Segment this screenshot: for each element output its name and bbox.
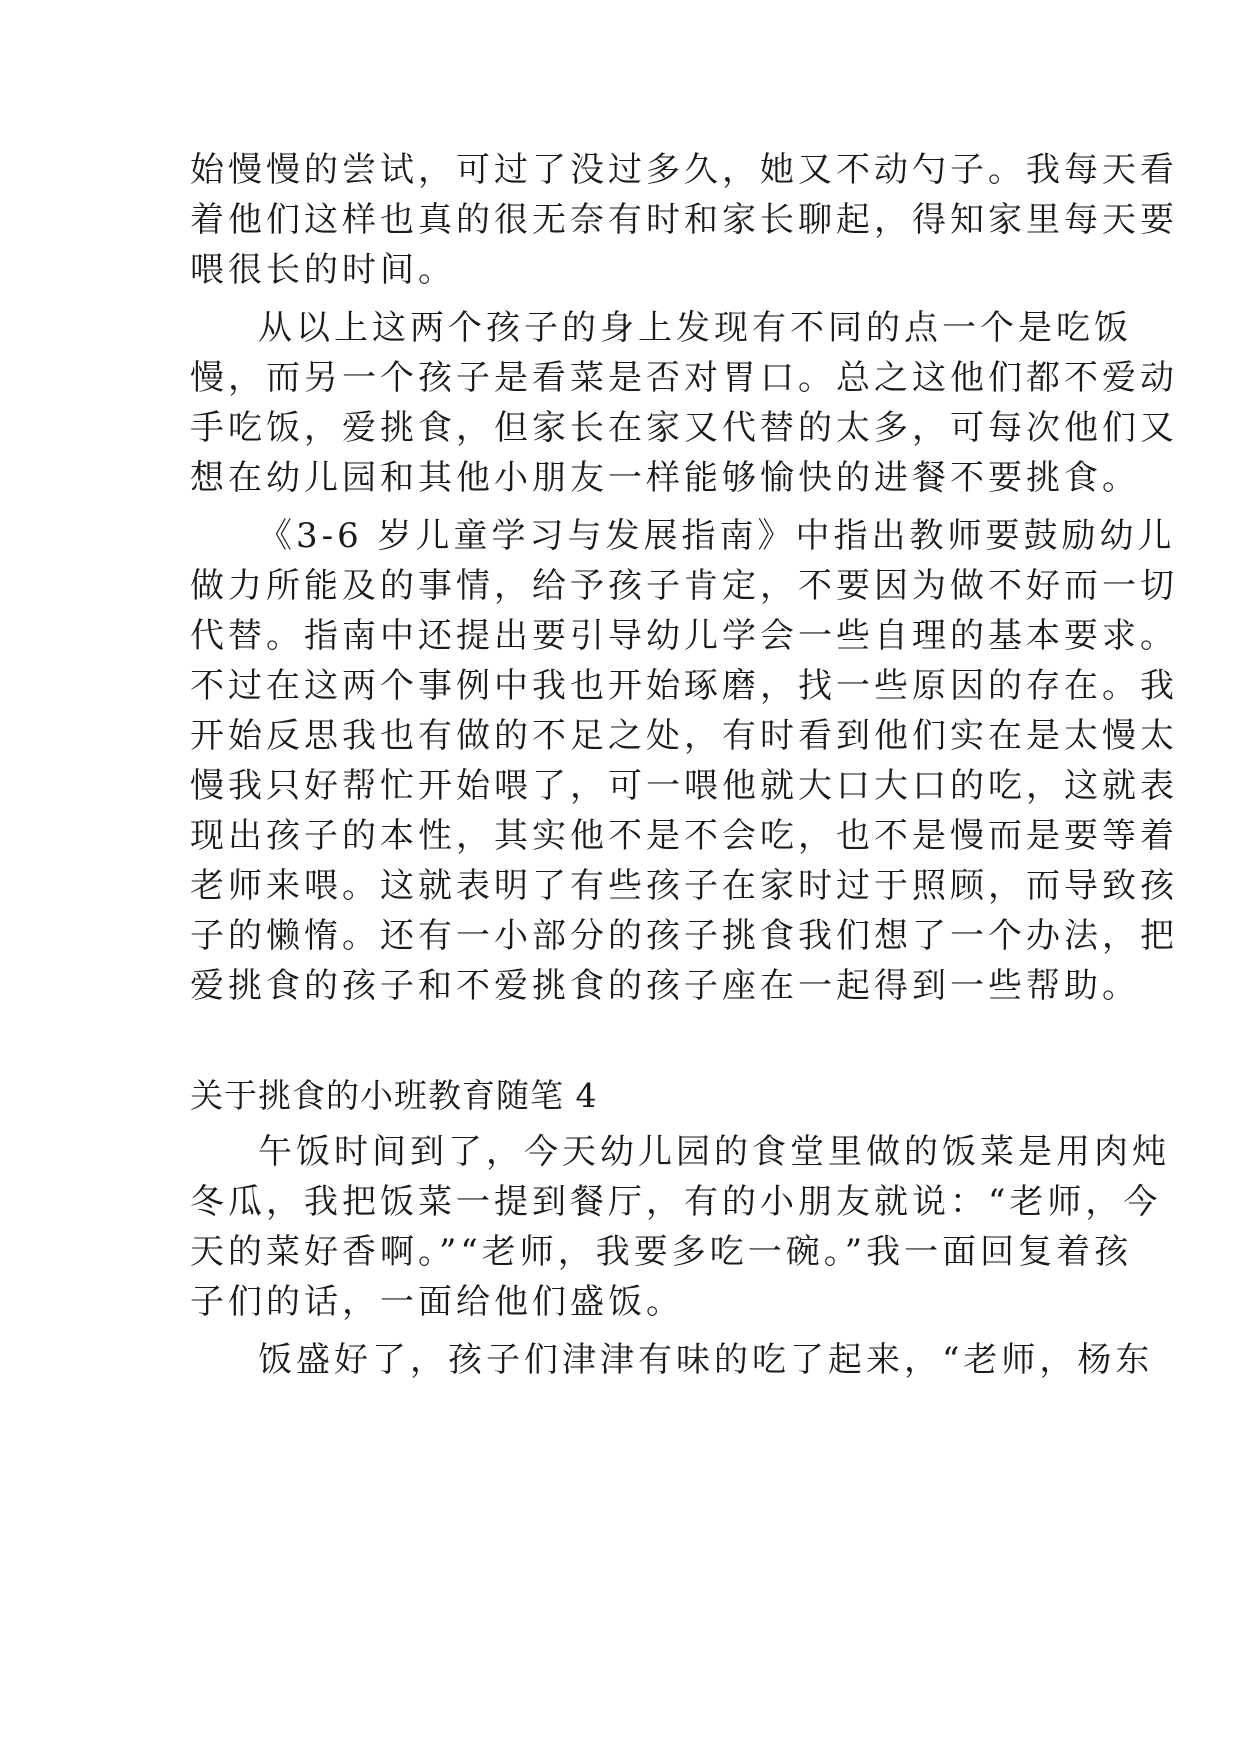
paragraph-3-line-2: 做力所能及的事情，给予孩子肯定，不要因为做不好而一切 bbox=[190, 566, 1178, 606]
paragraph-1-line-1: 始慢慢的尝试，可过了没过多久，她又不动勺子。我每天看 bbox=[190, 150, 1178, 190]
paragraph-4-line-3: 天的菜好香啊。”“老师，我要多吃一碗。”我一面回复着孩 bbox=[190, 1232, 1133, 1272]
paragraph-3-line-8: 老师来喂。这就表明了有些孩子在家时过于照顾，而导致孩 bbox=[190, 866, 1178, 906]
paragraph-3-line-5: 开始反思我也有做的不足之处，有时看到他们实在是太慢太 bbox=[190, 716, 1178, 756]
paragraph-3-line-9: 子的懒惰。还有一小部分的孩子挑食我们想了一个办法，把 bbox=[190, 916, 1178, 956]
section-title: 关于挑食的小班教育随笔 4 bbox=[190, 1076, 598, 1115]
paragraph-3-line-1: 《3-6 岁儿童学习与发展指南》中指出教师要鼓励幼儿 bbox=[258, 516, 1176, 556]
paragraph-2-line-1: 从以上这两个孩子的身上发现有不同的点一个是吃饭 bbox=[258, 308, 1132, 348]
paragraph-5-line-1: 饭盛好了，孩子们津津有味的吃了起来，“老师，杨东 bbox=[258, 1340, 1154, 1380]
paragraph-2-line-4: 想在幼儿园和其他小朋友一样能够愉快的进餐不要挑食。 bbox=[190, 458, 1140, 498]
paragraph-4-line-4: 子们的话，一面给他们盛饭。 bbox=[190, 1282, 684, 1322]
paragraph-3-line-6: 慢我只好帮忙开始喂了，可一喂他就大口大口的吃，这就表 bbox=[190, 766, 1178, 806]
paragraph-4-line-2: 冬瓜，我把饭菜一提到餐厅，有的小朋友就说：“老师，今 bbox=[190, 1182, 1162, 1222]
paragraph-4-line-1: 午饭时间到了，今天幼儿园的食堂里做的饭菜是用肉炖 bbox=[258, 1132, 1170, 1172]
paragraph-3-line-7: 现出孩子的本性，其实他不是不会吃，也不是慢而是要等着 bbox=[190, 816, 1178, 856]
paragraph-3-line-10: 爱挑食的孩子和不爱挑食的孩子座在一起得到一些帮助。 bbox=[190, 966, 1140, 1006]
paragraph-1-line-3: 喂很长的时间。 bbox=[190, 250, 456, 290]
paragraph-3-line-3: 代替。指南中还提出要引导幼儿学会一些自理的基本要求。 bbox=[190, 616, 1178, 656]
paragraph-1-line-2: 着他们这样也真的很无奈有时和家长聊起，得知家里每天要 bbox=[190, 200, 1178, 240]
paragraph-2-line-2: 慢，而另一个孩子是看菜是否对胃口。总之这他们都不爱动 bbox=[190, 358, 1178, 398]
paragraph-3-line-4: 不过在这两个事例中我也开始琢磨，找一些原因的存在。我 bbox=[190, 666, 1178, 706]
paragraph-2-line-3: 手吃饭，爱挑食，但家长在家又代替的太多，可每次他们又 bbox=[190, 408, 1178, 448]
